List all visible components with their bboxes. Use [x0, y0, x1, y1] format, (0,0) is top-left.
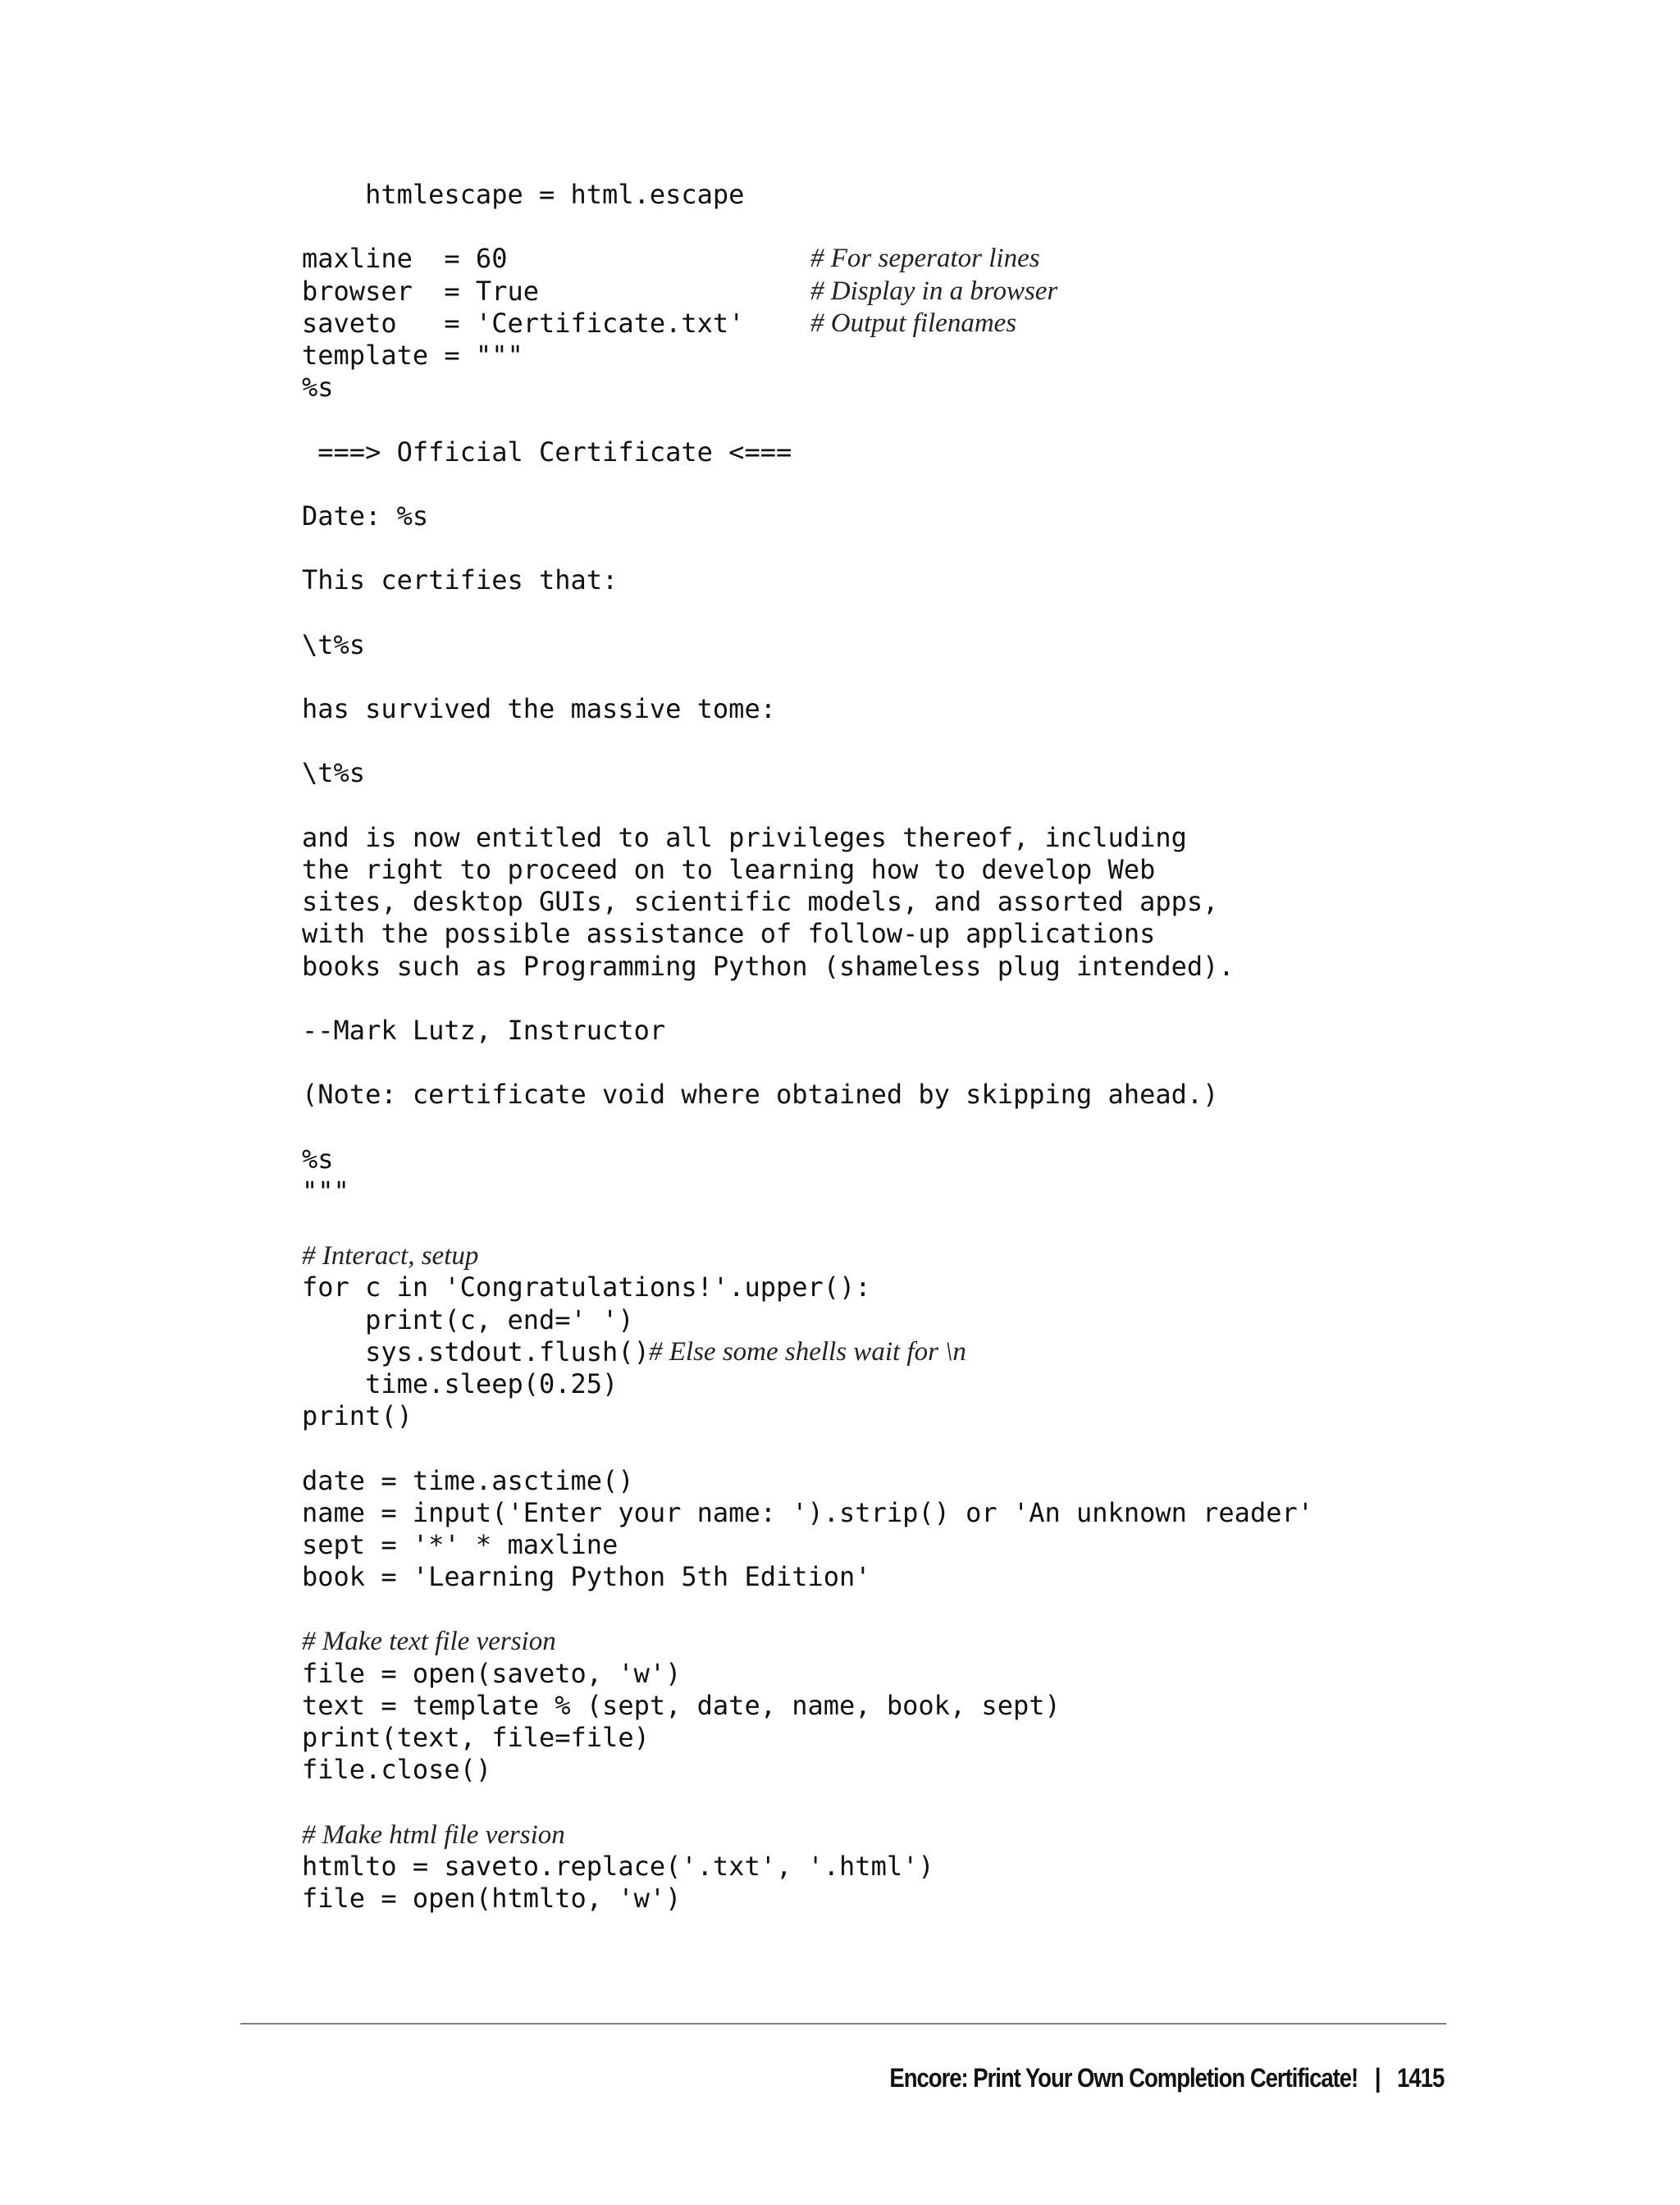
blank-line	[302, 596, 1614, 628]
code-text: --Mark Lutz, Instructor	[302, 1014, 666, 1046]
code-text: the right to proceed on to learning how to develop Web	[302, 853, 1156, 885]
code-line	[302, 1561, 1614, 1593]
code-text: print(c, end=' ')	[302, 1303, 634, 1335]
code-line	[302, 822, 1614, 854]
code-line	[302, 951, 1614, 983]
code-line	[302, 1368, 1614, 1400]
code-text: saveto = 'Certificate.txt'	[302, 307, 745, 339]
code-line	[302, 1625, 1614, 1657]
blank-line	[302, 532, 1614, 564]
code-text: browser = True	[302, 275, 539, 307]
code-text: and is now entitled to all privileges thereof, including	[302, 821, 1187, 853]
blank-line	[302, 1786, 1614, 1818]
code-line	[302, 1336, 1614, 1368]
code-line	[302, 1304, 1614, 1336]
code-line	[302, 1754, 1614, 1786]
code-line	[302, 500, 1614, 532]
code-line	[302, 629, 1614, 661]
code-text: \t%s	[302, 757, 366, 789]
code-line	[302, 436, 1614, 468]
code-text: sys.stdout.flush()	[302, 1335, 650, 1367]
code-text: text = template % (sept, date, name, book, sept)	[302, 1689, 1061, 1721]
code-text: """	[302, 1175, 349, 1207]
code-text: time.sleep(0.25)	[302, 1367, 619, 1399]
code-text: \t%s	[302, 628, 366, 660]
code-text: has survived the massive tome:	[302, 693, 776, 724]
page-footer	[879, 2033, 1444, 2093]
code-line	[302, 1658, 1614, 1690]
code-text: print()	[302, 1400, 413, 1432]
code-text: date = time.asctime()	[302, 1464, 634, 1496]
code-comment: # For seperator lines	[810, 244, 1040, 274]
code-text: htmlescape = html.escape	[302, 179, 745, 210]
code-line	[302, 1819, 1614, 1851]
code-line	[302, 1400, 1614, 1432]
footer-separator: |	[1374, 2063, 1381, 2093]
code-text: print(text, file=file)	[302, 1722, 650, 1753]
code-line	[302, 1497, 1614, 1529]
code-line	[302, 1176, 1614, 1208]
code-line	[302, 372, 1614, 404]
code-comment: # Output filenames	[810, 308, 1017, 338]
code-line	[302, 1883, 1614, 1915]
code-line	[302, 243, 1614, 275]
code-line	[302, 886, 1614, 918]
code-line	[302, 1465, 1614, 1497]
code-line	[302, 1722, 1614, 1754]
code-text: This certifies that:	[302, 564, 619, 596]
blank-line	[302, 1047, 1614, 1079]
code-text: file.close()	[302, 1754, 492, 1786]
code-line	[302, 1271, 1614, 1303]
code-text: with the possible assistance of follow-up applications	[302, 918, 1156, 950]
code-line	[302, 918, 1614, 950]
code-line	[302, 564, 1614, 596]
code-text: book = 'Learning Python 5th Edition'	[302, 1561, 871, 1593]
footer-rule	[240, 2023, 1446, 2025]
code-text: Date: %s	[302, 500, 429, 532]
code-line	[302, 1529, 1614, 1561]
code-text: template = """	[302, 339, 523, 371]
code-text: books such as Programming Python (shameless plug intended).	[302, 950, 1235, 982]
blank-line	[302, 1593, 1614, 1625]
blank-line	[302, 404, 1614, 436]
code-comment: # Else some shells wait for \n	[649, 1336, 966, 1367]
blank-line	[302, 725, 1614, 757]
footer-title: Encore: Print Your Own Completion Certificate!	[889, 2063, 1358, 2093]
code-line	[302, 308, 1614, 340]
code-comment: # Display in a browser	[810, 276, 1058, 306]
code-line	[302, 179, 1614, 211]
code-line	[302, 276, 1614, 308]
code-text: ===> Official Certificate <===	[302, 436, 792, 468]
code-text: name = input('Enter your name: ').strip() or 'An unknown reader'	[302, 1496, 1313, 1528]
code-line	[302, 340, 1614, 372]
page-number: 1415	[1396, 2063, 1444, 2093]
blank-line	[302, 211, 1614, 243]
code-text: %s	[302, 372, 334, 404]
code-text: sites, desktop GUIs, scientific models, and assorted apps,	[302, 886, 1219, 918]
code-text: (Note: certificate void where obtained by skipping ahead.)	[302, 1079, 1219, 1111]
blank-line	[302, 468, 1614, 500]
code-listing	[302, 179, 1614, 1915]
code-text: file = open(saveto, 'w')	[302, 1657, 682, 1689]
blank-line	[302, 661, 1614, 693]
blank-line	[302, 1432, 1614, 1464]
code-text: %s	[302, 1143, 334, 1175]
code-text: file = open(htmlto, 'w')	[302, 1882, 682, 1914]
code-text: for c in 'Congratulations!'.upper():	[302, 1271, 871, 1303]
code-line	[302, 757, 1614, 789]
code-line	[302, 1015, 1614, 1047]
code-comment: # Make html file version	[302, 1819, 565, 1850]
code-comment: # Interact, setup	[302, 1241, 479, 1271]
code-line	[302, 1239, 1614, 1271]
blank-line	[302, 1111, 1614, 1143]
code-comment: # Make text file version	[302, 1627, 556, 1657]
code-line	[302, 854, 1614, 886]
blank-line	[302, 983, 1614, 1015]
code-line	[302, 1690, 1614, 1722]
code-line	[302, 693, 1614, 725]
code-line	[302, 1851, 1614, 1883]
code-line	[302, 1079, 1614, 1111]
blank-line	[302, 1208, 1614, 1239]
code-text: htmlto = saveto.replace('.txt', '.html')	[302, 1850, 934, 1882]
blank-line	[302, 790, 1614, 822]
code-text: sept = '*' * maxline	[302, 1528, 619, 1560]
code-text: maxline = 60	[302, 243, 508, 275]
code-line	[302, 1144, 1614, 1176]
